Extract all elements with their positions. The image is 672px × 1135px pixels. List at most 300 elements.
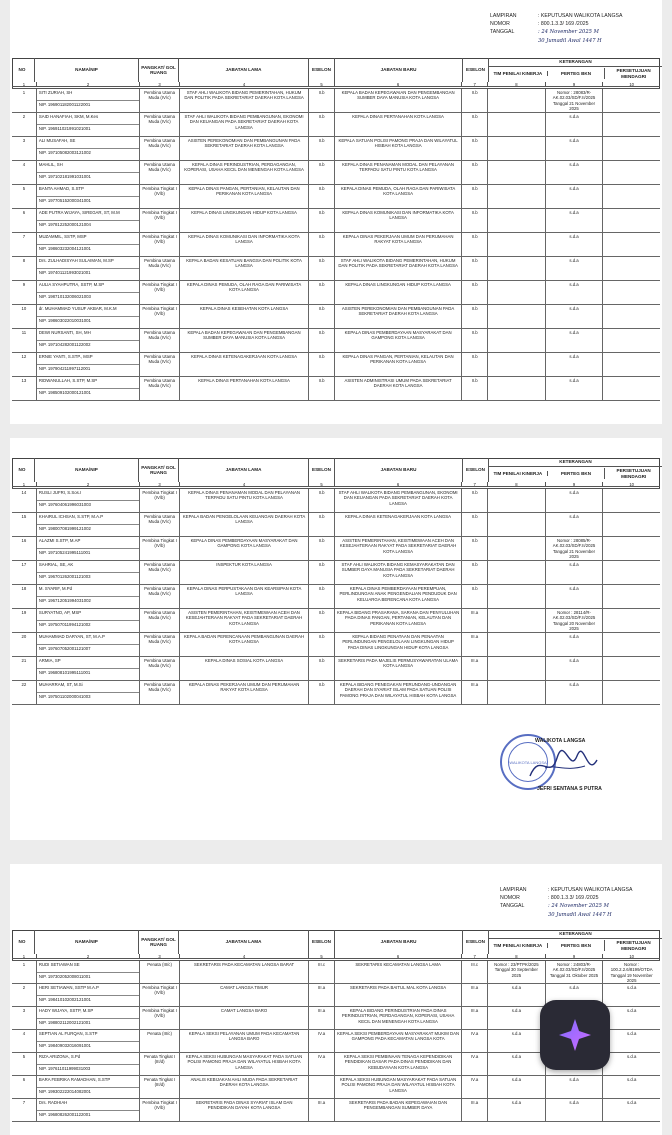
bkn-cell: s.d.a <box>545 561 603 584</box>
old-position-cell: KEPALA DINAS PEMBERDAYAAN MASYARAKAT DAN GAMPONG KOTA LANGSA <box>179 537 308 560</box>
rank-cell: Penata (III/c) <box>139 961 179 983</box>
mendagri-cell <box>602 281 660 304</box>
old-position-cell: KEPALA DINAS PEKERJAAN UMUM DAN PERUMAHAN RAKYAT KOTA LANGSA <box>179 681 308 704</box>
col-jabatan-lama: JABATAN LAMA <box>178 58 308 82</box>
row-number: 3 <box>22 138 26 143</box>
tpk-cell <box>487 161 545 184</box>
rank-cell: Pembina Tingkat I (IV/b) <box>139 281 179 304</box>
new-position-cell: KEPALA DINAS PEMUDA, OLAH RAGA DAN PARIWISATA KOTA LANGSA <box>334 185 461 208</box>
tpk-cell <box>487 537 545 560</box>
new-echelon-cell: II.b <box>461 329 487 352</box>
employee-nip: NIP. 197102181991031001 <box>38 174 91 179</box>
signature-title: WALIKOTA LANGSA <box>535 738 586 744</box>
new-position-cell: SEKRETARIS KECAMATAN LANGSA LAMA <box>334 961 461 983</box>
new-position-cell: KEPALA SATUAN POLISI PAMONG PRAJA DAN WILAYATUL HISBAH KOTA LANGSA <box>334 137 461 160</box>
mendagri-cell <box>602 513 660 536</box>
lampiran-label: LAMPIRAN <box>490 13 517 19</box>
table-row <box>12 281 660 305</box>
mendagri-cell <box>602 585 660 608</box>
new-position-cell: KEPALA DINAS PEMBERDAYAAN PEREMPUAN, PERLINDUNGAN ANAK PENGENDALIAN PENDUDUK DAN KELUARGA BERENCANA KOTA LANGSA <box>334 585 461 608</box>
tpk-cell <box>487 489 545 512</box>
mendagri-cell <box>602 89 660 112</box>
employee-name: Drs. ZULHADISYAH SULAIMAN, M.SP <box>37 257 139 269</box>
tpk-cell <box>487 585 545 608</box>
mendagri-cell <box>602 537 660 560</box>
old-echelon-cell: II.b <box>308 585 334 608</box>
name-cell <box>36 257 139 280</box>
old-echelon-cell: II.b <box>308 513 334 536</box>
rank-cell: Pembina Utama Muda (IV/c) <box>139 137 179 160</box>
employee-name: BANTA AHMAD, S.STP <box>37 185 139 197</box>
old-position-cell: KEPALA BADAN KEPEGAWAIAN DAN PENGEMBANGAN SUMBER DAYA MANUSIA KOTA LANGSA <box>179 329 308 352</box>
tpk-cell <box>487 561 545 584</box>
new-position-cell: KEPALA BIDANG PENATAAN DAN PENAATAN PERLINDUNGAN PENGELOLAAN LINGKUNGAN HIDUP PADA DINAS LINGKUNGAN HIDUP KOTA LANGSA <box>334 633 461 656</box>
employee-name: KHAIRUL ICHSAN, S.STP, M.A.P <box>37 513 139 525</box>
old-position-cell: CAMAT LANGSA TIMUR <box>179 984 308 1006</box>
tpk-cell <box>487 681 545 704</box>
employee-name: RIDWANULLAH, S.STP, M.SP <box>37 377 139 389</box>
rank-cell: Pembina Tingkat I (IV/b) <box>139 209 179 232</box>
new-position-cell: KEPALA DINAS PERTANAHAN KOTA LANGSA <box>334 113 461 136</box>
table-row <box>12 681 660 705</box>
col-eselon-baru: ESELON <box>462 58 488 82</box>
old-echelon-cell: III.a <box>308 984 334 1006</box>
old-echelon-cell: IV.a <box>308 1030 334 1052</box>
table-row <box>12 1076 660 1099</box>
table-row <box>12 377 660 401</box>
old-echelon-cell: II.b <box>308 657 334 680</box>
bkn-cell: Nomor : 28085/R-AK.02.03/SD/F.II/2025 Tanggal 21 November 2025 <box>545 537 603 560</box>
employee-name: SAID HANAFIAH, SKM, M.Kes <box>37 113 139 125</box>
new-echelon-cell: II.b <box>461 185 487 208</box>
tpk-cell <box>487 137 545 160</box>
name-cell <box>36 161 139 184</box>
col-pangkat: PANGKAT/ GOL RUANG <box>138 58 178 82</box>
mendagri-cell: s.d.a <box>602 1007 660 1029</box>
rank-cell: Pembina Tingkat I (IV/b) <box>139 984 179 1006</box>
mendagri-cell <box>602 561 660 584</box>
rank-cell: Pembina Tingkat I (IV/b) <box>139 1099 179 1121</box>
employee-name: ADE PUTRA WIJAYA, SIREGAR, ST, M.M <box>37 209 139 221</box>
employee-name: Drs. RADHIAH <box>37 1099 139 1111</box>
old-echelon-cell: II.b <box>308 281 334 304</box>
employee-nip: NIP. 197607052001121007 <box>38 646 91 651</box>
row-number: 10 <box>21 306 27 311</box>
col-tpk: TIM PENILAI KINERJA <box>493 70 543 76</box>
employee-nip: NIP. 196701262001121003 <box>38 574 91 579</box>
name-cell <box>36 984 139 1006</box>
old-position-cell: ASISTEN PEREKONOMIAN DAN PEMBANGUNAN PADA SEKRETARIAT DAERAH KOTA LANGSA <box>179 137 308 160</box>
old-echelon-cell: III.c <box>308 961 334 983</box>
new-position-cell: KEPALA SEKSI PEMBERDAYAAN MASYARAKAT MUKIM DAN GAMPONG PADA KECAMATAN LANGSA KOTA <box>334 1030 461 1052</box>
old-echelon-cell: II.b <box>308 353 334 376</box>
mendagri-cell <box>602 329 660 352</box>
name-cell <box>36 1099 139 1121</box>
name-cell <box>36 633 139 656</box>
bkn-cell: s.d.a <box>545 137 603 160</box>
tpk-cell: s.d.a <box>487 1030 545 1052</box>
new-position-cell: SEKRETARIS PADA MAJELIS PERMUSYAWARATAN ULAMA KOTA LANGSA <box>334 657 461 680</box>
table-row <box>12 185 660 209</box>
col-mendagri: PERSETUJUAN MENDAGRI <box>604 68 662 79</box>
row-number: 5 <box>22 1054 26 1059</box>
old-position-cell: KEPALA DINAS PERTANAHAN KOTA LANGSA <box>179 377 308 400</box>
name-cell <box>36 281 139 304</box>
name-cell <box>36 657 139 680</box>
new-echelon-cell: IV.a <box>461 1076 487 1098</box>
row-number: 22 <box>21 682 27 687</box>
name-cell <box>36 137 139 160</box>
col-eselon: ESELON <box>308 58 334 82</box>
old-echelon-cell: IV.a <box>308 1053 334 1075</box>
new-position-cell: STAF AHLI WALIKOTA BIDANG KEMASYARAKATAN DAN SUMBER DAYA MANUSIA PADA SEKRETARIAT DAERAH KOTA LANGSA <box>334 561 461 584</box>
old-echelon-cell: II.b <box>308 681 334 704</box>
employee-nip: NIP. 197104282001122002 <box>38 342 91 347</box>
old-position-cell: KEPALA SEKSI PELAYANAN UMUM PADA KECAMATAN LANGSA BARO <box>179 1030 308 1052</box>
employee-nip: NIP. 196901182001122001 <box>38 102 91 107</box>
old-position-cell: INSPEKTUR KOTA LANGSA <box>179 561 308 584</box>
new-echelon-cell: II.b <box>461 537 487 560</box>
table-row <box>12 961 660 984</box>
employee-nip: NIP. 197401121993021001 <box>38 270 91 275</box>
rank-cell: Pembina Utama Muda (IV/c) <box>139 161 179 184</box>
bkn-cell: Nomor : 28114/R-AK.02.03/SD/F.II/2025 Tanggal 20 November 2025 <box>545 609 603 632</box>
new-echelon-cell: II.b <box>461 281 487 304</box>
bkn-cell: s.d.a <box>545 257 603 280</box>
name-cell <box>36 609 139 632</box>
old-echelon-cell: II.b <box>308 633 334 656</box>
rank-cell: Pembina Utama Muda (IV/c) <box>139 89 179 112</box>
table-row <box>12 305 660 329</box>
employee-nip: NIP. 199302222014082001 <box>38 1088 91 1094</box>
rank-cell: Pembina Utama Muda (IV/c) <box>139 257 179 280</box>
bkn-cell: s.d.a <box>545 377 603 400</box>
rank-cell: Pembina Utama Muda (IV/c) <box>139 353 179 376</box>
table-row <box>12 609 660 633</box>
mendagri-cell <box>602 657 660 680</box>
employee-nip: NIP. 197507011994121002 <box>38 622 91 627</box>
employee-name: MUHAMMAD DARYAN, ST, M.A.P <box>37 633 139 645</box>
nomor-value: : 800.1.3.3/ 169 /2025 <box>538 21 589 28</box>
new-echelon-cell: III.a <box>461 681 487 704</box>
rank-cell: Pembina Tingkat I (IV/b) <box>139 233 179 256</box>
tpk-cell <box>487 89 545 112</box>
name-cell <box>36 681 139 704</box>
mendagri-cell: s.d.a <box>602 1099 660 1121</box>
old-echelon-cell <box>308 1076 334 1098</box>
new-echelon-cell: II.b <box>461 305 487 328</box>
mendagri-cell: s.d.a <box>602 1030 660 1052</box>
rank-cell: Pembina Utama Muda (IV/c) <box>139 377 179 400</box>
employee-name: ALAZMI S.STP, M.AP <box>37 537 139 549</box>
table-row <box>12 257 660 281</box>
row-number: 14 <box>21 490 27 495</box>
mutation-table-1 <box>12 88 660 401</box>
row-number: 1 <box>22 90 26 95</box>
new-position-cell: KEPALA DINAS KOMUNIKASI DAN INFORMATIKA KOTA LANGSA <box>334 209 461 232</box>
rank-cell: Pembina Utama Muda (IV/c) <box>139 561 179 584</box>
new-echelon-cell: II.b <box>461 513 487 536</box>
new-echelon-cell: II.b <box>461 113 487 136</box>
table-row <box>12 89 660 113</box>
mendagri-cell <box>602 377 660 400</box>
row-number: 13 <box>21 378 27 383</box>
tanggal-label: TANGGAL <box>490 29 515 36</box>
old-echelon-cell: II.b <box>308 161 334 184</box>
bkn-cell: s.d.a <box>545 185 603 208</box>
old-position-cell: KEPALA DINAS PERINDUSTRIAN, PERDAGANGAN, KOPERASI, USAHA KECIL DAN MENENGAH KOTA LANGSA <box>179 161 308 184</box>
mendagri-cell <box>602 257 660 280</box>
old-echelon-cell: II.b <box>308 89 334 112</box>
employee-name: DEWI NURSANTI, SH, MH <box>37 329 139 341</box>
decree-meta <box>490 12 660 45</box>
signatory-name: JEFRI SENTANA S PUTRA <box>537 786 602 792</box>
old-position-cell: KEPALA BADAN PERENCANAAN PEMBANGUNAN DAERAH KOTA LANGSA <box>179 633 308 656</box>
rank-cell: Penata (III/c) <box>139 1030 179 1052</box>
new-echelon-cell: III.c <box>461 961 487 983</box>
table-row <box>12 161 660 185</box>
new-echelon-cell: II.b <box>461 489 487 512</box>
row-number: 20 <box>21 634 27 639</box>
new-echelon-cell: III.a <box>461 657 487 680</box>
mendagri-cell <box>602 353 660 376</box>
new-echelon-cell: III.a <box>461 984 487 1006</box>
employee-name: SITI ZURIAH, SH <box>37 89 139 101</box>
old-position-cell: STAF AHLI WALIKOTA BIDANG PEMBANGUNAN, EKONOMI DAN KEUANGAN PADA SEKRETARIAT DAERAH KOTA LANGSA <box>179 113 308 136</box>
col-bkn: PERTEG BKN <box>547 71 605 76</box>
employee-nip: NIP. 197812252000121004 <box>38 222 91 227</box>
employee-name: RUSLI JUFRI, S.Sos.I <box>37 489 139 501</box>
tpk-cell <box>487 305 545 328</box>
new-position-cell: ASISTEN PEREKONOMIAN DAN PEMBANGUNAN PADA SEKRETARIAT DAERAH KOTA LANGSA <box>334 305 461 328</box>
new-position-cell: KEPALA SEKSI PEMBINAAN TENAGA KEPENDIDIKAN PENDIDIKAN DASAR PADA DINAS PENDIDIKAN DAN KEBUDAYAAN KOTA LANGSA <box>334 1053 461 1075</box>
tpk-cell: s.d.a <box>487 1076 545 1098</box>
old-position-cell: ANALIS KEBIJAKAN AHLI MUDA PADA SEKRETARIAT DAERAH KOTA LANGSA <box>179 1076 308 1098</box>
employee-name: M. SYARIF, M.Pd <box>37 585 139 597</box>
rank-cell: Pembina Utama Muda (IV/c) <box>139 513 179 536</box>
old-position-cell: KEPALA SEKSI HUBUNGAN MASYARAKAT PADA SATUAN POLISI PAMONG PRAJA DAN WILAYATUL HISBAH KOTA LANGSA <box>179 1053 308 1075</box>
new-position-cell: STAF AHLI WALIKOTA BIDANG PEMBANGUNAN, EKONOMI DAN KEUANGAN PADA SEKRETARIAT DAERAH KOTA LANGSA <box>334 489 461 512</box>
employee-name: dr. MUHAMMAD YUSUF AKBAR, M.K.M <box>37 305 139 317</box>
name-cell <box>36 233 139 256</box>
name-cell <box>36 1053 139 1075</box>
employee-nip: NIP. 198603022010031001 <box>38 318 91 323</box>
tpk-cell: s.d.a <box>487 984 545 1006</box>
bkn-cell: s.d.a <box>545 353 603 376</box>
document-page-1 <box>10 0 662 424</box>
table-row <box>12 561 660 585</box>
mendagri-cell <box>602 633 660 656</box>
rank-cell: Penata Tingkat I (III/d) <box>139 1076 179 1098</box>
old-echelon-cell: II.b <box>308 305 334 328</box>
row-number: 2 <box>22 985 26 990</box>
name-cell <box>36 513 139 536</box>
row-number: 19 <box>21 610 27 615</box>
new-echelon-cell: III.a <box>461 1099 487 1121</box>
name-cell <box>36 537 139 560</box>
tpk-cell <box>487 281 545 304</box>
rank-cell: Pembina Utama Muda (IV/c) <box>139 681 179 704</box>
table-row <box>12 353 660 377</box>
old-echelon-cell: II.b <box>308 209 334 232</box>
new-echelon-cell: II.b <box>461 137 487 160</box>
document-page-2: NO NAMA/NIP PANGKAT/ GOL RUANG JABATAN LAMA ESELON JABATAN BARU ESELON KETERANGAN TIM PENILAI KINERJA PERTEG BKN PERSETUJUAN MENDAGRI 1 2 3 4 5 6 7 8 9 10 14 RUSLI JUFRI, S.Sos.I NIP. 197604061996031003 Pembina Tingkat I (IV/b) KEPALA DINAS PENANAMAN MODAL DAN PELAYANAN TERPADU SATU PINTU KOTA LANGSA II.b STAF AHLI WALIKOTA BIDANG PEMBANGUNAN, EKONOMI DAN KEUANGAN PADA SEKRETARIAT DAERAH KOTA LANGSA II.b s.d.a 15 KHAIRUL ICHSAN, S.STP, M.A.P NIP. 198007081999121002 Pembina Utama Muda (IV/c) KEPALA BADAN PENGELOLAAN KEUANGAN DAERAH KOTA LANGSA II.b KEPALA DINAS KETENAGAKERJAAN KOTA LANGSA II.b s.d.a 16 ALAZMI S.STP, M.AP NIP. 197105241995111001 Pembina Tingkat I (IV/b) KEPALA DINAS PEMBERDAYAAN MASYARAKAT DAN GAMPONG KOTA LANGSA II.b ASISTEN PEMERINTAHAN, KEISTIMEWAAN ACEH DAN KESEJAHTERAAN RAKYAT PADA SEKRETARIAT DAERAH KOTA LANGSA II.b Nomor : 28085/R-AK.02.03/SD/F.II/2025 Tanggal 21 November 2025 17 SAHRIAL, SE, AK NIP. 196701262001121003 Pembina Utama Muda (IV/c) INSPEKTUR KOTA LANGSA II.b STAF AHLI WALIKOTA BIDANG KEMASYARAKATAN DAN SUMBER DAYA MANUSIA PADA SEKRETARIAT DAERAH KOTA LANGSA II.b s.d.a 18 M. SYARIF, M.Pd NIP. 196712051994031002 Pembina Utama Muda (IV/c) KEPALA DINAS PERPUSTAKAAN DAN KEARSIPAN KOTA LANGSA II.b KEPALA DINAS PEMBERDAYAAN PEREMPUAN, PERLINDUNGAN ANAK PENGENDALIAN PENDUDUK DAN KELUARGA BERENCANA KOTA LANGSA II.b s.d.a 19 SURYATNO, AP, MSP NIP. 197507011994121002 Pembina Utama Muda (IV/c) ASISTEN PEMERINTAHAN, KEISTIMEWAAN ACEH DAN KESEJAHTERAAN RAKYAT PADA SEKRETARIAT DAERAH KOTA LANGSA II.b KEPALA BIDANG PRASARANA, SARANA DAN PENYULUHAN PADA DINAS PANGAN, PERTANIAN, KELAUTAN DAN PERIKANAN KOTA LANGSA III.a Nomor : 28114/R-AK.02.03/SD/F.II/2025 Tanggal 20 November 2025 20 MUHAMMAD DARYAN, ST, M.A.P NIP. 197607052001121007 Pembina Utama Muda (IV/c) KEPALA BADAN PERENCANAAN PEMBANGUNAN DAERAH KOTA LANGSA II.b KEPALA BIDANG PENATAAN DAN PENAATAN PERLINDUNGAN PENGELOLAAN LINGKUNGAN HIDUP PADA DINAS LINGKUNGAN HIDUP KOTA LANGSA III.a s.d.a 21 ARMIA, SP NIP. 196808101995111001 Pembina Utama Muda (IV/c) KEPALA DINAS SOSIAL KOTA LANGSA II.b SEKRETARIS PADA MAJELIS PERMUSYAWARATAN ULAMA KOTA LANGSA III.a s.d.a 22 MUHARRAM, ST, M.Si NIP. 197501102000041003 Pembina Utama Muda (IV/c) KEPALA DINAS PEKERJAAN UMUM DAN PERUMAHAN RAKYAT KOTA LANGSA II.b KEPALA BIDANG PENEGAKAN PERUNDANG-UNDANGAN DAERAH DAN SYARIAT ISLAM PADA SATUAN POLISI PAMONG PRAJA DAN WILAYATUL HISBAH KOTA LANGSA III.a s.d.a WALIKOTA LANGSA WALIKOTA LANGSA JEFRI SENTANA S PUTRA <box>10 438 662 840</box>
old-position-cell: KEPALA DINAS KETENAGAKERJAAN KOTA LANGSA <box>179 353 308 376</box>
row-number: 6 <box>22 210 26 215</box>
name-cell <box>36 585 139 608</box>
employee-nip: NIP. 198007081999121002 <box>38 526 91 531</box>
table-header-2: NO NAMA/NIP PANGKAT/ GOL RUANG JABATAN LAMA ESELON JABATAN BARU ESELON KETERANGAN TIM PENILAI KINERJA PERTEG BKN PERSETUJUAN MENDAGRI <box>10 458 662 482</box>
tpk-cell <box>487 233 545 256</box>
rank-cell: Pembina Utama Muda (IV/c) <box>139 657 179 680</box>
new-echelon-cell: III.a <box>461 1007 487 1029</box>
rank-cell: Pembina Utama Muda (IV/c) <box>139 329 179 352</box>
row-number: 17 <box>21 562 27 567</box>
old-position-cell: KEPALA BADAN PENGELOLAAN KEUANGAN DAERAH KOTA LANGSA <box>179 513 308 536</box>
old-echelon-cell: II.b <box>308 257 334 280</box>
signature-scribble <box>525 746 605 786</box>
employee-nip: NIP. 196911021991021001 <box>38 126 91 131</box>
bkn-cell: s.d.a <box>545 657 603 680</box>
assistant-launcher-button[interactable] <box>540 1000 610 1070</box>
table-header-3: NO NAMA/NIP PANGKAT/ GOL RUANG JABATAN LAMA ESELON JABATAN BARU ESELON KETERANGAN TIM PENILAI KINERJA PERTEG BKN PERSETUJUAN MENDAGRI <box>10 930 662 954</box>
official-stamp: WALIKOTA LANGSA <box>500 734 556 790</box>
name-cell <box>36 89 139 112</box>
employee-nip: NIP. 197105241995111001 <box>38 550 91 555</box>
new-position-cell: KEPALA SEKSI HUBUNGAN MASYARAKAT PADA SATUAN POLISI PAMONG PRAJA DAN WILAYATUL HISBAH KOTA LANGSA <box>334 1076 461 1098</box>
new-position-cell: SEKRETARIS PADA BAITUL MAL KOTA LANGSA <box>334 984 461 1006</box>
old-position-cell: STAF AHLI WALIKOTA BIDANG PEMERINTAHAN, HUKUM DAN POLITIK PADA SEKRETARIAT DAERAH KOTA LANGSA <box>179 89 308 112</box>
row-number: 1 <box>22 962 26 967</box>
employee-nip: NIP. 196808101995111001 <box>38 670 91 675</box>
old-echelon-cell: II.b <box>308 377 334 400</box>
new-position-cell: KEPALA DINAS PANGAN, PERTANIAN, KELAUTAN DAN PERIKANAN KOTA LANGSA <box>334 353 461 376</box>
old-echelon-cell: II.b <box>308 329 334 352</box>
rank-cell: Penata Tingkat I (III/d) <box>139 1053 179 1075</box>
new-echelon-cell: II.b <box>461 561 487 584</box>
new-position-cell: KEPALA DINAS PENANAMAN MODAL DAN PELAYANAN TERPADU SATU PINTU KOTA LANGSA <box>334 161 461 184</box>
mendagri-cell <box>602 209 660 232</box>
old-position-cell: CAMAT LANGSA BARO <box>179 1007 308 1029</box>
mendagri-cell <box>602 137 660 160</box>
old-echelon-cell: II.b <box>308 489 334 512</box>
name-cell <box>36 489 139 512</box>
new-echelon-cell: II.b <box>461 377 487 400</box>
rank-cell: Pembina Utama Muda (IV/c) <box>139 633 179 656</box>
old-position-cell: KEPALA DINAS PEMUDA, OLAH RAGA DAN PARIWISATA KOTA LANGSA <box>179 281 308 304</box>
table-row <box>12 1099 660 1122</box>
employee-name: MUHARRAM, ST, M.Si <box>37 681 139 693</box>
col-jabatan-baru: JABATAN BARU <box>334 58 462 82</box>
employee-name: BARA FEBRIKA RAMADHAN, S.STP <box>37 1076 139 1088</box>
old-position-cell: KEPALA DINAS KESEHATAN KOTA LANGSA <box>179 305 308 328</box>
tpk-cell <box>487 353 545 376</box>
new-position-cell: KEPALA BIDANG PENEGAKAN PERUNDANG-UNDANGAN DAERAH DAN SYARIAT ISLAM PADA SATUAN POLISI PAMONG PRAJA DAN WILAYATUL HISBAH KOTA LANGSA <box>334 681 461 704</box>
bkn-cell: s.d.a <box>545 585 603 608</box>
new-echelon-cell: II.b <box>461 209 487 232</box>
mendagri-cell: Nomor : 100.2.2.6/8199/OTDA Tanggal 19 November 2025 <box>602 961 660 983</box>
employee-nip: NIP. 197604061996031003 <box>38 502 91 507</box>
new-echelon-cell: II.b <box>461 353 487 376</box>
col-no: NO <box>18 67 26 73</box>
employee-name: SAHRIAL, SE, AK <box>37 561 139 573</box>
old-echelon-cell: II.b <box>308 233 334 256</box>
employee-nip: NIP. 198603232004121001 <box>38 246 91 251</box>
old-echelon-cell: II.b <box>308 185 334 208</box>
old-position-cell: SEKRETARIS PADA DINAS SYARIAT ISLAM DAN PENDIDIKAN DAYAH KOTA LANGSA <box>179 1099 308 1121</box>
new-position-cell: ASISTEN ADMINISTRASI UMUM PADA SEKRETARIAT DAERAH KOTA LANGSA <box>334 377 461 400</box>
rank-cell: Pembina Tingkat I (IV/b) <box>139 185 179 208</box>
new-position-cell: STAF AHLI WALIKOTA BIDANG PEMERINTAHAN, HUKUM DAN POLITIK PADA SEKRETARIAT DAERAH KOTA LANGSA <box>334 257 461 280</box>
employee-nip: NIP. 196808262001122001 <box>38 1111 91 1117</box>
employee-name: SURYATNO, AP, MSP <box>37 609 139 621</box>
bkn-cell: s.d.a <box>545 633 603 656</box>
employee-name: MAHLIL, SH <box>37 161 139 173</box>
name-cell <box>36 329 139 352</box>
employee-name: ALI MUSAFAH, SE <box>37 137 139 149</box>
mendagri-cell: s.d.a <box>602 984 660 1006</box>
name-cell <box>36 209 139 232</box>
name-cell <box>36 1030 139 1052</box>
mutation-table-2 <box>12 488 660 705</box>
tpk-cell <box>487 113 545 136</box>
employee-name: MUZAMMIL, SSTP, MSP <box>37 233 139 245</box>
employee-name: ARMIA, SP <box>37 657 139 669</box>
new-echelon-cell: II.b <box>461 89 487 112</box>
bkn-cell: s.d.a <box>545 513 603 536</box>
tpk-cell <box>487 377 545 400</box>
employee-name: ERNIE YANTI, S.STP., MSP <box>37 353 139 365</box>
new-echelon-cell: II.b <box>461 585 487 608</box>
bkn-cell: s.d.a <box>545 984 603 1006</box>
new-echelon-cell: II.b <box>461 257 487 280</box>
tanggal-value: : 24 November 2025 M <box>538 29 599 36</box>
col-nama: NAMA/NIP <box>34 58 138 82</box>
new-echelon-cell: IV.a <box>461 1053 487 1075</box>
old-echelon-cell: III.a <box>308 1007 334 1029</box>
name-cell <box>36 113 139 136</box>
hijri-date: 30 Jumadil Awal 1447 H <box>538 37 602 44</box>
column-number-row: 1 2 3 4 5 6 7 8 9 10 <box>12 82 660 87</box>
employee-nip: NIP. 197705152000341001 <box>38 198 91 203</box>
mendagri-cell <box>602 681 660 704</box>
tpk-cell <box>487 329 545 352</box>
bkn-cell: s.d.a <box>545 161 603 184</box>
new-echelon-cell: III.a <box>461 609 487 632</box>
table-row <box>12 513 660 537</box>
row-number: 3 <box>22 1008 26 1013</box>
row-number: 4 <box>22 1031 26 1036</box>
employee-nip: NIP. 197105082003121002 <box>38 150 91 155</box>
employee-nip: NIP. 196712051994031002 <box>38 598 91 603</box>
old-position-cell: SEKRETARIS PADA KECAMATAN LANGSA BARAT <box>179 961 308 983</box>
tpk-cell <box>487 513 545 536</box>
bkn-cell: Nomor : 24803/R-AK.02.03/SD/F.II/2025 Tanggal 31 Oktober 2025 <box>545 961 603 983</box>
row-number: 18 <box>21 586 27 591</box>
col-keterangan: KETERANGAN <box>489 58 662 67</box>
table-row <box>12 137 660 161</box>
table-row <box>12 113 660 137</box>
tpk-cell: Nomor : 23/PTPK/2025 Tanggal 30 September 2025 <box>487 961 545 983</box>
row-number: 7 <box>22 1100 26 1105</box>
rank-cell: Pembina Utama Muda (IV/c) <box>139 609 179 632</box>
new-echelon-cell: IV.a <box>461 1030 487 1052</box>
rank-cell: Pembina Utama Muda (IV/c) <box>139 585 179 608</box>
lampiran-value: : KEPUTUSAN WALIKOTA LANGSA <box>538 13 623 19</box>
old-echelon-cell: II.b <box>308 561 334 584</box>
tpk-cell <box>487 209 545 232</box>
old-position-cell: KEPALA DINAS SOSIAL KOTA LANGSA <box>179 657 308 680</box>
